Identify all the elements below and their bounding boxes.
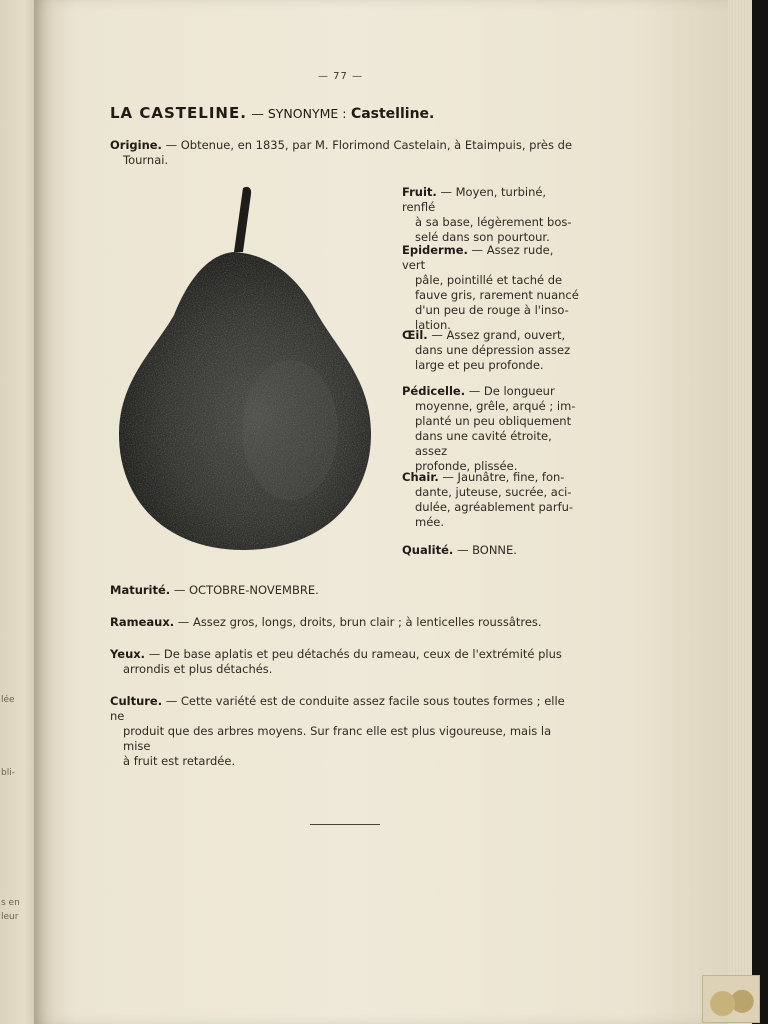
epiderme-line: d'un peu de rouge à l'inso- — [415, 303, 569, 317]
yeux-text: — De base aplatis et peu détachés du rameau, ceux de l'extrémité plus — [148, 647, 562, 661]
maturite-value: — OCTOBRE-NOVEMBRE. — [173, 583, 319, 597]
qualite-label: Qualité. — [402, 543, 454, 557]
fruit-line: à sa base, légèrement bos- — [415, 215, 572, 229]
oeil-line: — Assez grand, ouvert, — [431, 328, 566, 342]
fruit-line: selé dans son pourtour. — [415, 230, 550, 244]
oeil-line: dans une dépression assez — [415, 343, 571, 357]
pedicelle-label: Pédicelle. — [402, 384, 466, 398]
left-page-fragment: bli- — [1, 768, 15, 778]
culture-text-2: produit que des arbres moyens. Sur franc elle est plus vigoureuse, mais la mise — [123, 724, 552, 753]
fruit-section — [402, 185, 580, 245]
qualite-section — [402, 543, 580, 558]
origin-paragraph — [110, 138, 580, 168]
left-page-fragment: leur — [1, 912, 19, 922]
variety-name: LA CASTELINE. — [110, 104, 247, 122]
culture-section — [110, 694, 580, 769]
epiderme-line: pâle, pointillé et taché de — [415, 273, 563, 287]
pear-stem — [234, 187, 251, 252]
page-number: — 77 — — [318, 71, 364, 82]
fruit-line: — Moyen, turbiné, renflé — [402, 185, 547, 214]
oeil-line: large et peu profonde. — [415, 358, 544, 372]
page-stack-edge — [728, 0, 752, 1024]
culture-label: Culture. — [110, 694, 163, 708]
origin-text: — Obtenue, en 1835, par M. Florimond Castelain, à Etaimpuis, près de — [165, 138, 573, 152]
maturite-section — [110, 583, 580, 598]
pedicelle-line: — De longueur — [468, 384, 555, 398]
epiderme-line: lation. — [415, 318, 451, 332]
pedicelle-line: dans une cavité étroite, assez — [415, 429, 552, 458]
chair-label: Chair. — [402, 470, 439, 484]
left-page-fragment: lée — [1, 695, 15, 705]
pear-highlight — [242, 360, 338, 500]
synonym-value: Castelline. — [350, 106, 435, 122]
culture-text: — Cette variété est de conduite assez facile sous toutes formes ; elle ne — [110, 694, 565, 723]
page-title — [110, 104, 434, 122]
epiderme-section — [402, 243, 580, 333]
oeil-label: Œil. — [402, 328, 428, 342]
yeux-label: Yeux. — [110, 647, 146, 661]
end-rule — [310, 824, 380, 825]
epiderme-line: — Assez rude, vert — [402, 243, 554, 272]
oeil-section — [402, 328, 580, 373]
qualite-value: — BONNE. — [456, 543, 517, 557]
background-dark — [752, 0, 768, 1024]
pedicelle-section — [402, 384, 580, 474]
rameaux-value: — Assez gros, longs, droits, brun clair ; à lenticelles roussâtres. — [177, 615, 542, 629]
thumbnail-preview[interactable] — [702, 975, 760, 1023]
pedicelle-line: moyenne, grêle, arqué ; im- — [415, 399, 576, 413]
epiderme-line: fauve gris, rarement nuancé — [415, 288, 579, 302]
chair-line: mée. — [415, 515, 445, 529]
rameaux-label: Rameaux. — [110, 615, 175, 629]
maturite-label: Maturité. — [110, 583, 171, 597]
synonym-label: — SYNONYME : — [251, 106, 347, 121]
pedicelle-line: profonde, plissée. — [415, 459, 518, 473]
rameaux-section — [110, 615, 580, 630]
yeux-section — [110, 647, 580, 677]
chair-line: dante, juteuse, sucrée, aci- — [415, 485, 572, 499]
epiderme-label: Epiderme. — [402, 243, 468, 257]
left-page-fragment: s en — [1, 898, 20, 908]
chair-section — [402, 470, 580, 530]
culture-text-3: à fruit est retardée. — [123, 754, 236, 768]
pear-illustration — [110, 180, 380, 560]
fruit-label: Fruit. — [402, 185, 437, 199]
chair-line: — Jaunâtre, fine, fon- — [442, 470, 565, 484]
chair-line: dulée, agréablement parfu- — [415, 500, 574, 514]
origin-text-2: Tournai. — [123, 153, 169, 167]
origin-label: Origine. — [110, 138, 162, 152]
pedicelle-line: planté un peu obliquement — [415, 414, 572, 428]
yeux-text-2: arrondis et plus détachés. — [123, 662, 273, 676]
